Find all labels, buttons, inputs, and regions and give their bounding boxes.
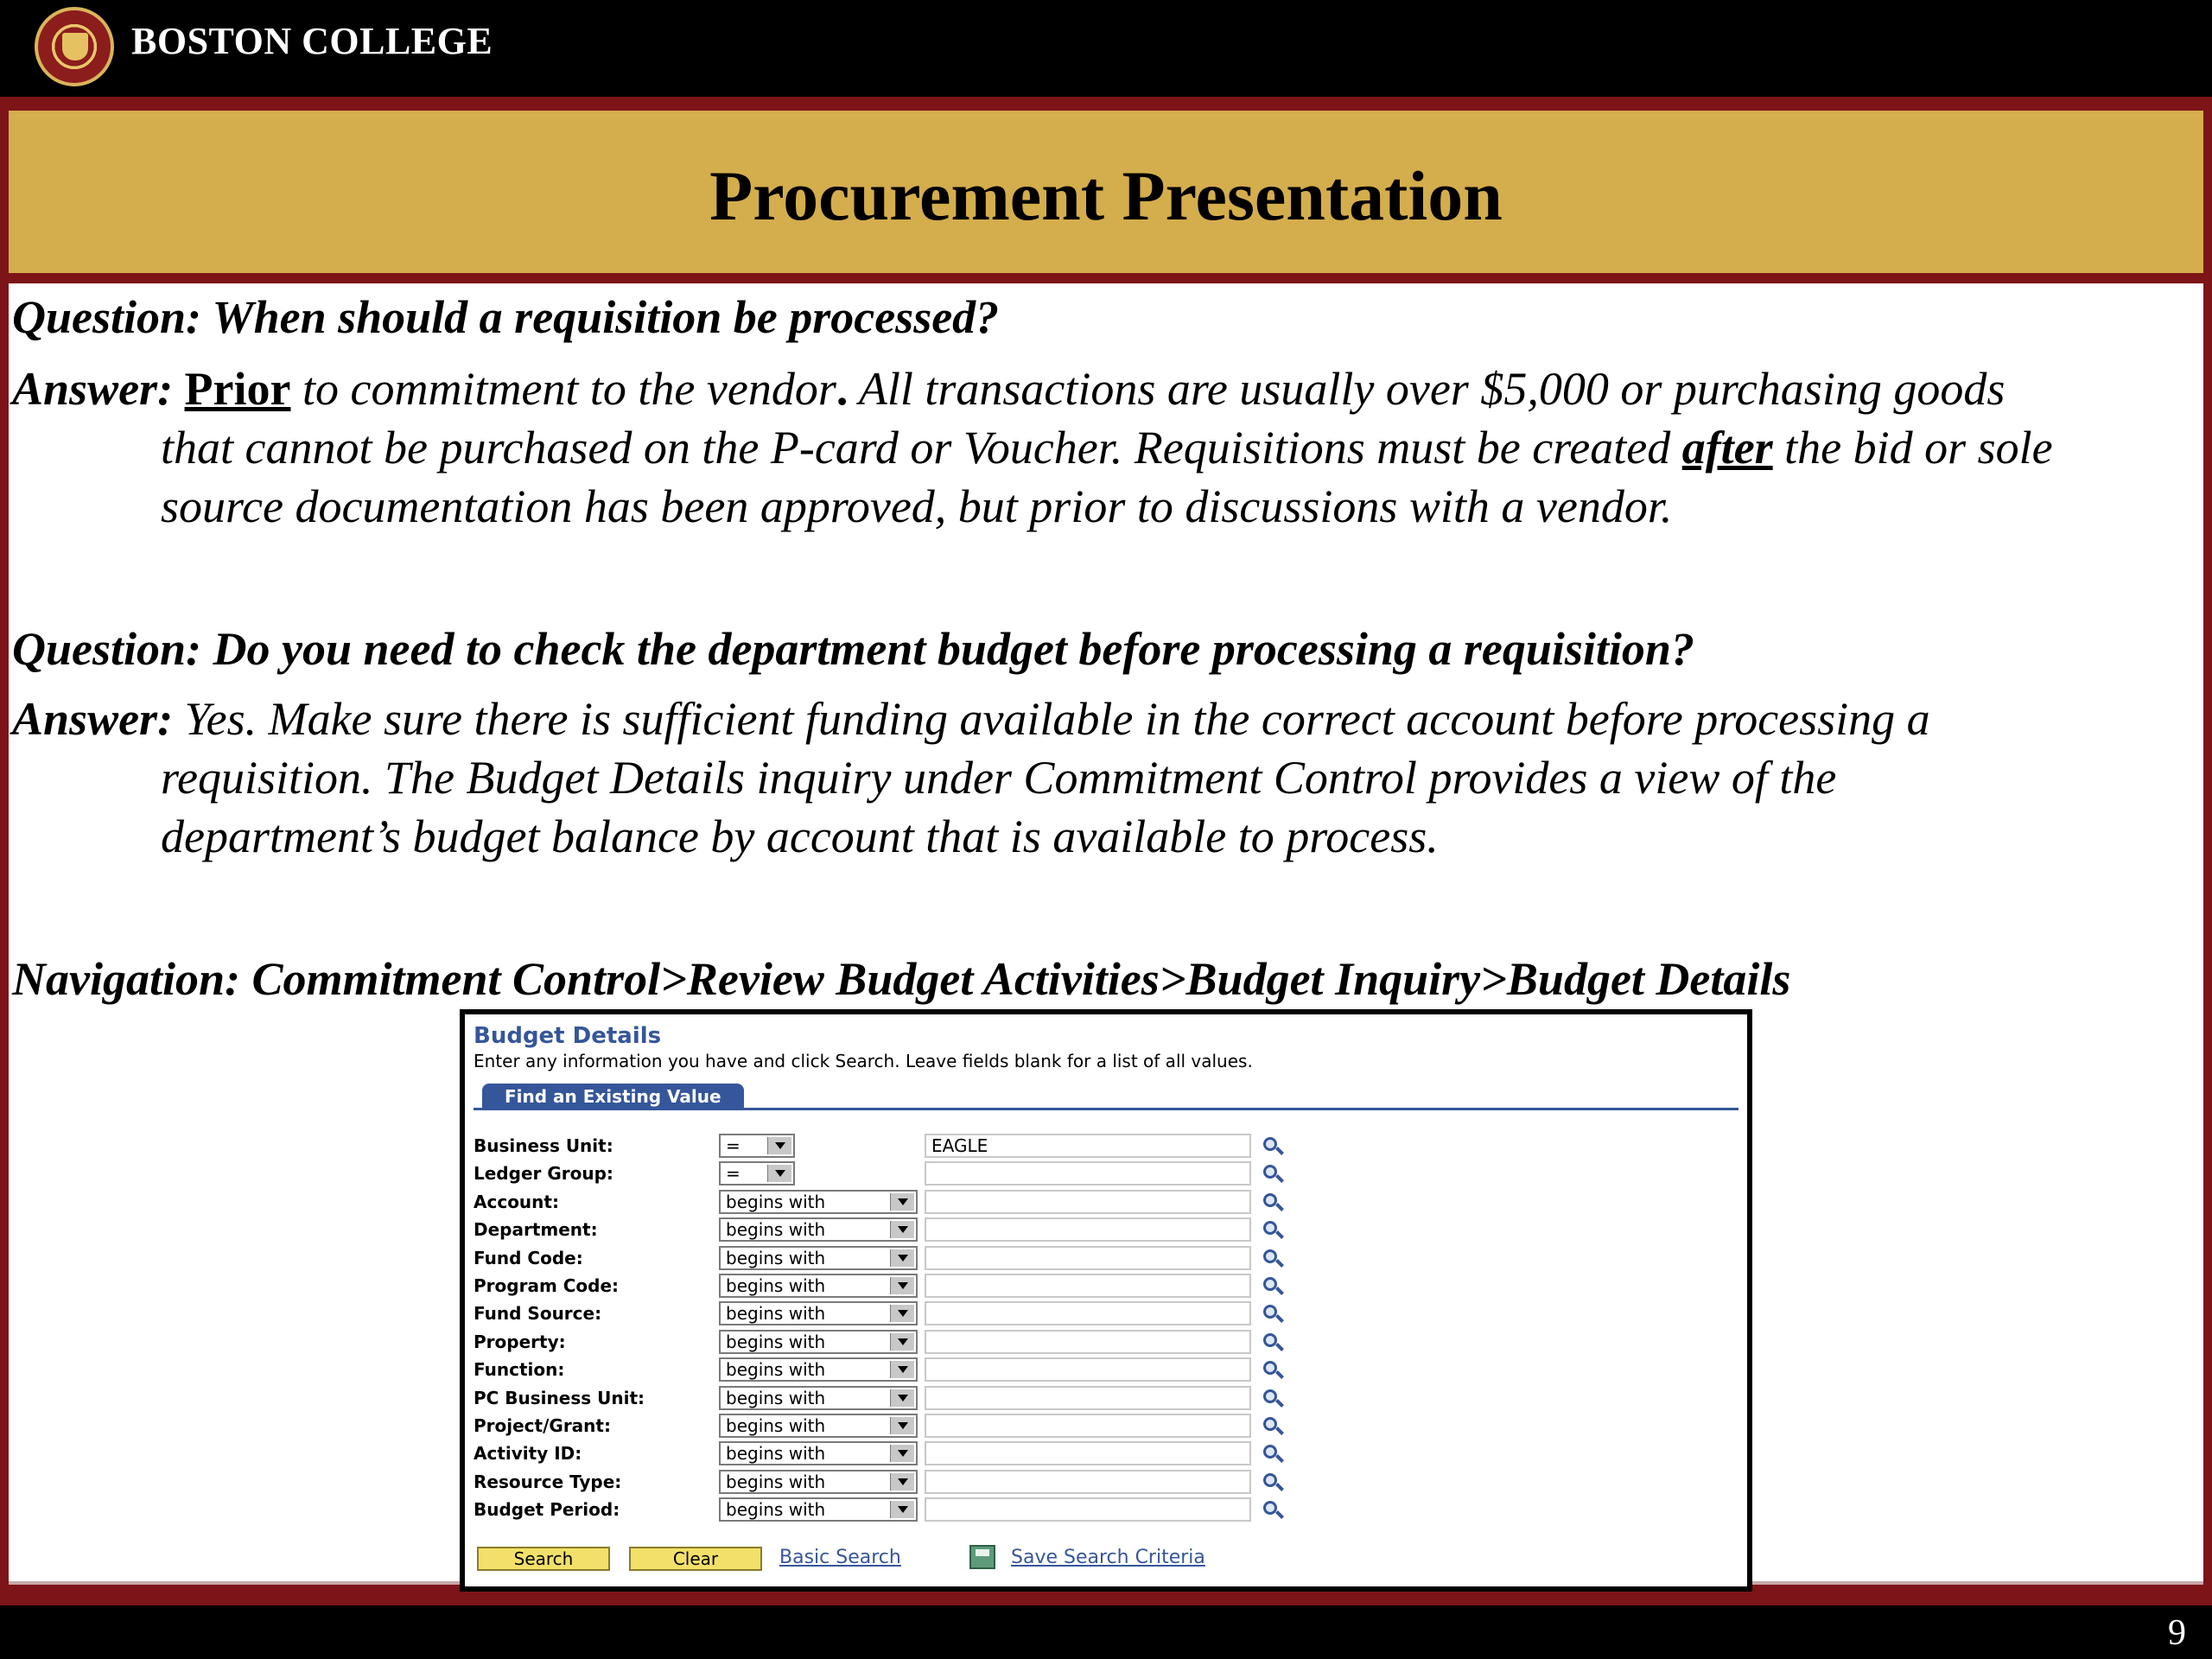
field-value-input[interactable] [925, 1190, 1251, 1214]
answer-1-part1: to commitment to the vendor [290, 363, 836, 415]
field-label: Function: [474, 1359, 565, 1381]
field-row-activity-id [474, 1441, 1303, 1465]
field-label: Property: [474, 1331, 566, 1352]
field-value-input[interactable]: EAGLE [925, 1134, 1251, 1158]
lookup-search-icon[interactable] [1262, 1135, 1284, 1156]
chevron-down-icon[interactable] [767, 1137, 791, 1154]
answer-2-line2: requisition. The Budget Details inquiry under Commitment Control provides a view of the [161, 752, 1837, 804]
answer-2-lead: Answer: [12, 693, 185, 745]
chevron-down-icon[interactable] [890, 1193, 914, 1211]
operator-value: begins with [726, 1359, 826, 1381]
chevron-down-icon[interactable] [890, 1333, 914, 1351]
field-row-property [474, 1330, 1303, 1354]
field-label: Resource Type: [474, 1471, 622, 1492]
panel-title: Budget Details [474, 1023, 662, 1049]
budget-details-panel [460, 1009, 1752, 1592]
field-label: Budget Period: [474, 1499, 620, 1521]
operator-select[interactable] [719, 1301, 918, 1325]
answer-1-line2-start: that cannot be purchased on the P-card or Voucher. Requisitions must be created [161, 422, 1682, 474]
answer-1 [12, 359, 2190, 536]
page-number: 9 [2168, 1613, 2186, 1653]
answer-1-prior: Prior [184, 363, 291, 415]
operator-value: begins with [726, 1247, 826, 1268]
answer-1-part2: All transactions are usually over $5,000 or purchasing goods [848, 363, 2005, 415]
top-banner [0, 0, 2212, 97]
field-value-input[interactable] [925, 1386, 1251, 1410]
chevron-down-icon[interactable] [890, 1361, 914, 1378]
footer-divider [0, 1595, 2212, 1605]
navigation-path: Navigation: Commitment Control>Review Budget Activities>Budget Inquiry>Budget Details [12, 953, 1791, 1005]
operator-value: begins with [726, 1415, 826, 1436]
field-label: Business Unit: [474, 1135, 613, 1156]
field-label: Ledger Group: [474, 1163, 613, 1185]
lookup-search-icon[interactable] [1262, 1275, 1284, 1296]
field-value-input[interactable] [925, 1301, 1251, 1325]
field-value-input[interactable] [925, 1246, 1251, 1270]
lookup-search-icon[interactable] [1262, 1163, 1284, 1184]
field-value-input[interactable] [925, 1497, 1251, 1522]
question-2: Question: Do you need to check the department budget before processing a requisition? [12, 623, 1694, 675]
answer-2-line3: department’s budget balance by account that is available to process. [161, 810, 1439, 862]
question-1: Question: When should a requisition be processed? [12, 291, 1000, 343]
operator-select[interactable] [719, 1357, 918, 1382]
field-label: Department: [474, 1219, 598, 1241]
chevron-down-icon[interactable] [890, 1417, 914, 1434]
operator-select[interactable] [719, 1134, 795, 1158]
chevron-down-icon[interactable] [890, 1445, 914, 1462]
save-icon [969, 1545, 995, 1569]
tab-find-existing-value[interactable]: Find an Existing Value [482, 1084, 744, 1109]
lookup-search-icon[interactable] [1262, 1248, 1284, 1268]
answer-1-dot: . [836, 363, 849, 415]
answer-2-line1: Yes. Make sure there is sufficient funding available in the correct account before processing a [184, 693, 1930, 745]
chevron-down-icon[interactable] [890, 1221, 914, 1238]
answer-1-line2 [12, 418, 2190, 477]
field-row-function [474, 1357, 1303, 1382]
field-value-input[interactable] [925, 1161, 1251, 1185]
lookup-search-icon[interactable] [1262, 1303, 1284, 1324]
lookup-search-icon[interactable] [1262, 1499, 1284, 1520]
field-label: Account: [474, 1191, 559, 1212]
operator-value: begins with [726, 1443, 826, 1465]
chevron-down-icon[interactable] [767, 1165, 791, 1182]
lookup-search-icon[interactable] [1262, 1415, 1284, 1436]
lookup-search-icon[interactable] [1262, 1192, 1284, 1212]
operator-select[interactable] [719, 1274, 918, 1298]
operator-select[interactable] [719, 1217, 918, 1242]
operator-select[interactable] [719, 1246, 918, 1270]
panel-instructions: Enter any information you have and click Search. Leave fields blank for a list of all values. [474, 1051, 1253, 1071]
field-row-department [474, 1217, 1303, 1242]
college-seal-icon [35, 7, 114, 86]
field-value-input[interactable] [925, 1274, 1251, 1298]
chevron-down-icon[interactable] [890, 1305, 914, 1322]
field-row-fund-code [474, 1246, 1303, 1270]
operator-select[interactable] [719, 1330, 918, 1354]
field-label: Project/Grant: [474, 1415, 611, 1436]
chevron-down-icon[interactable] [890, 1389, 914, 1407]
field-label: Program Code: [474, 1275, 620, 1296]
operator-value: begins with [726, 1499, 826, 1521]
operator-value: begins with [726, 1275, 826, 1296]
lookup-search-icon[interactable] [1262, 1219, 1284, 1240]
field-row-budget-period [474, 1497, 1303, 1522]
field-value-input[interactable] [925, 1414, 1251, 1438]
operator-select[interactable] [719, 1441, 918, 1465]
operator-value: = [726, 1135, 741, 1156]
clear-button[interactable]: Clear [629, 1547, 762, 1571]
field-row-resource-type [474, 1470, 1303, 1494]
banner-divider [0, 97, 2212, 107]
field-row-business-unit [474, 1134, 1303, 1158]
answer-1-line3: source documentation has been approved, but prior to discussions with a vendor. [161, 480, 1673, 532]
lookup-search-icon[interactable] [1262, 1359, 1284, 1380]
field-row-ledger-group [474, 1161, 1303, 1185]
field-row-project-grant [474, 1414, 1303, 1438]
field-row-account [474, 1190, 1303, 1214]
field-value-input[interactable] [925, 1441, 1251, 1465]
operator-value: begins with [726, 1219, 826, 1241]
field-label: Fund Source: [474, 1303, 602, 1325]
field-row-fund-source [474, 1301, 1303, 1325]
chevron-down-icon[interactable] [890, 1473, 914, 1491]
operator-value: begins with [726, 1303, 826, 1325]
answer-1-lead: Answer: [12, 363, 185, 415]
field-value-input[interactable] [925, 1357, 1251, 1382]
answer-2 [12, 690, 2190, 866]
answer-1-after: after [1681, 422, 1773, 474]
operator-value: begins with [726, 1191, 826, 1212]
chevron-down-icon[interactable] [890, 1249, 914, 1267]
basic-search-link[interactable]: Basic Search [779, 1547, 901, 1568]
field-label: Fund Code: [474, 1247, 583, 1268]
field-row-program-code [474, 1274, 1303, 1298]
operator-value: begins with [726, 1331, 826, 1352]
operator-select[interactable] [719, 1470, 918, 1494]
slide-title: Procurement Presentation [709, 156, 1503, 235]
title-band [9, 111, 2203, 273]
operator-select[interactable] [719, 1190, 918, 1214]
operator-select[interactable] [719, 1497, 918, 1522]
save-search-criteria-link[interactable]: Save Search Criteria [1011, 1547, 1205, 1568]
lookup-search-icon[interactable] [1262, 1443, 1284, 1464]
search-button[interactable]: Search [477, 1547, 610, 1571]
operator-select[interactable] [719, 1386, 918, 1410]
field-value-input[interactable] [925, 1217, 1251, 1242]
operator-select[interactable] [719, 1161, 795, 1185]
tab-underline [474, 1108, 1738, 1110]
lookup-search-icon[interactable] [1262, 1471, 1284, 1492]
operator-value: begins with [726, 1471, 826, 1492]
lookup-search-icon[interactable] [1262, 1388, 1284, 1408]
field-value-input[interactable] [925, 1330, 1251, 1354]
operator-value: begins with [726, 1387, 826, 1408]
field-value-input[interactable] [925, 1470, 1251, 1494]
operator-select[interactable] [719, 1414, 918, 1438]
answer-1-line2-end: the bid or sole [1772, 422, 2053, 474]
lookup-search-icon[interactable] [1262, 1332, 1284, 1352]
college-name: BOSTON COLLEGE [131, 20, 493, 62]
field-label: Activity ID: [474, 1443, 582, 1465]
field-row-pc-business-unit [474, 1386, 1303, 1410]
footer-bar [0, 1605, 2212, 1659]
chevron-down-icon[interactable] [890, 1277, 914, 1294]
operator-value: = [726, 1163, 741, 1185]
field-label: PC Business Unit: [474, 1387, 645, 1408]
chevron-down-icon[interactable] [890, 1501, 914, 1518]
